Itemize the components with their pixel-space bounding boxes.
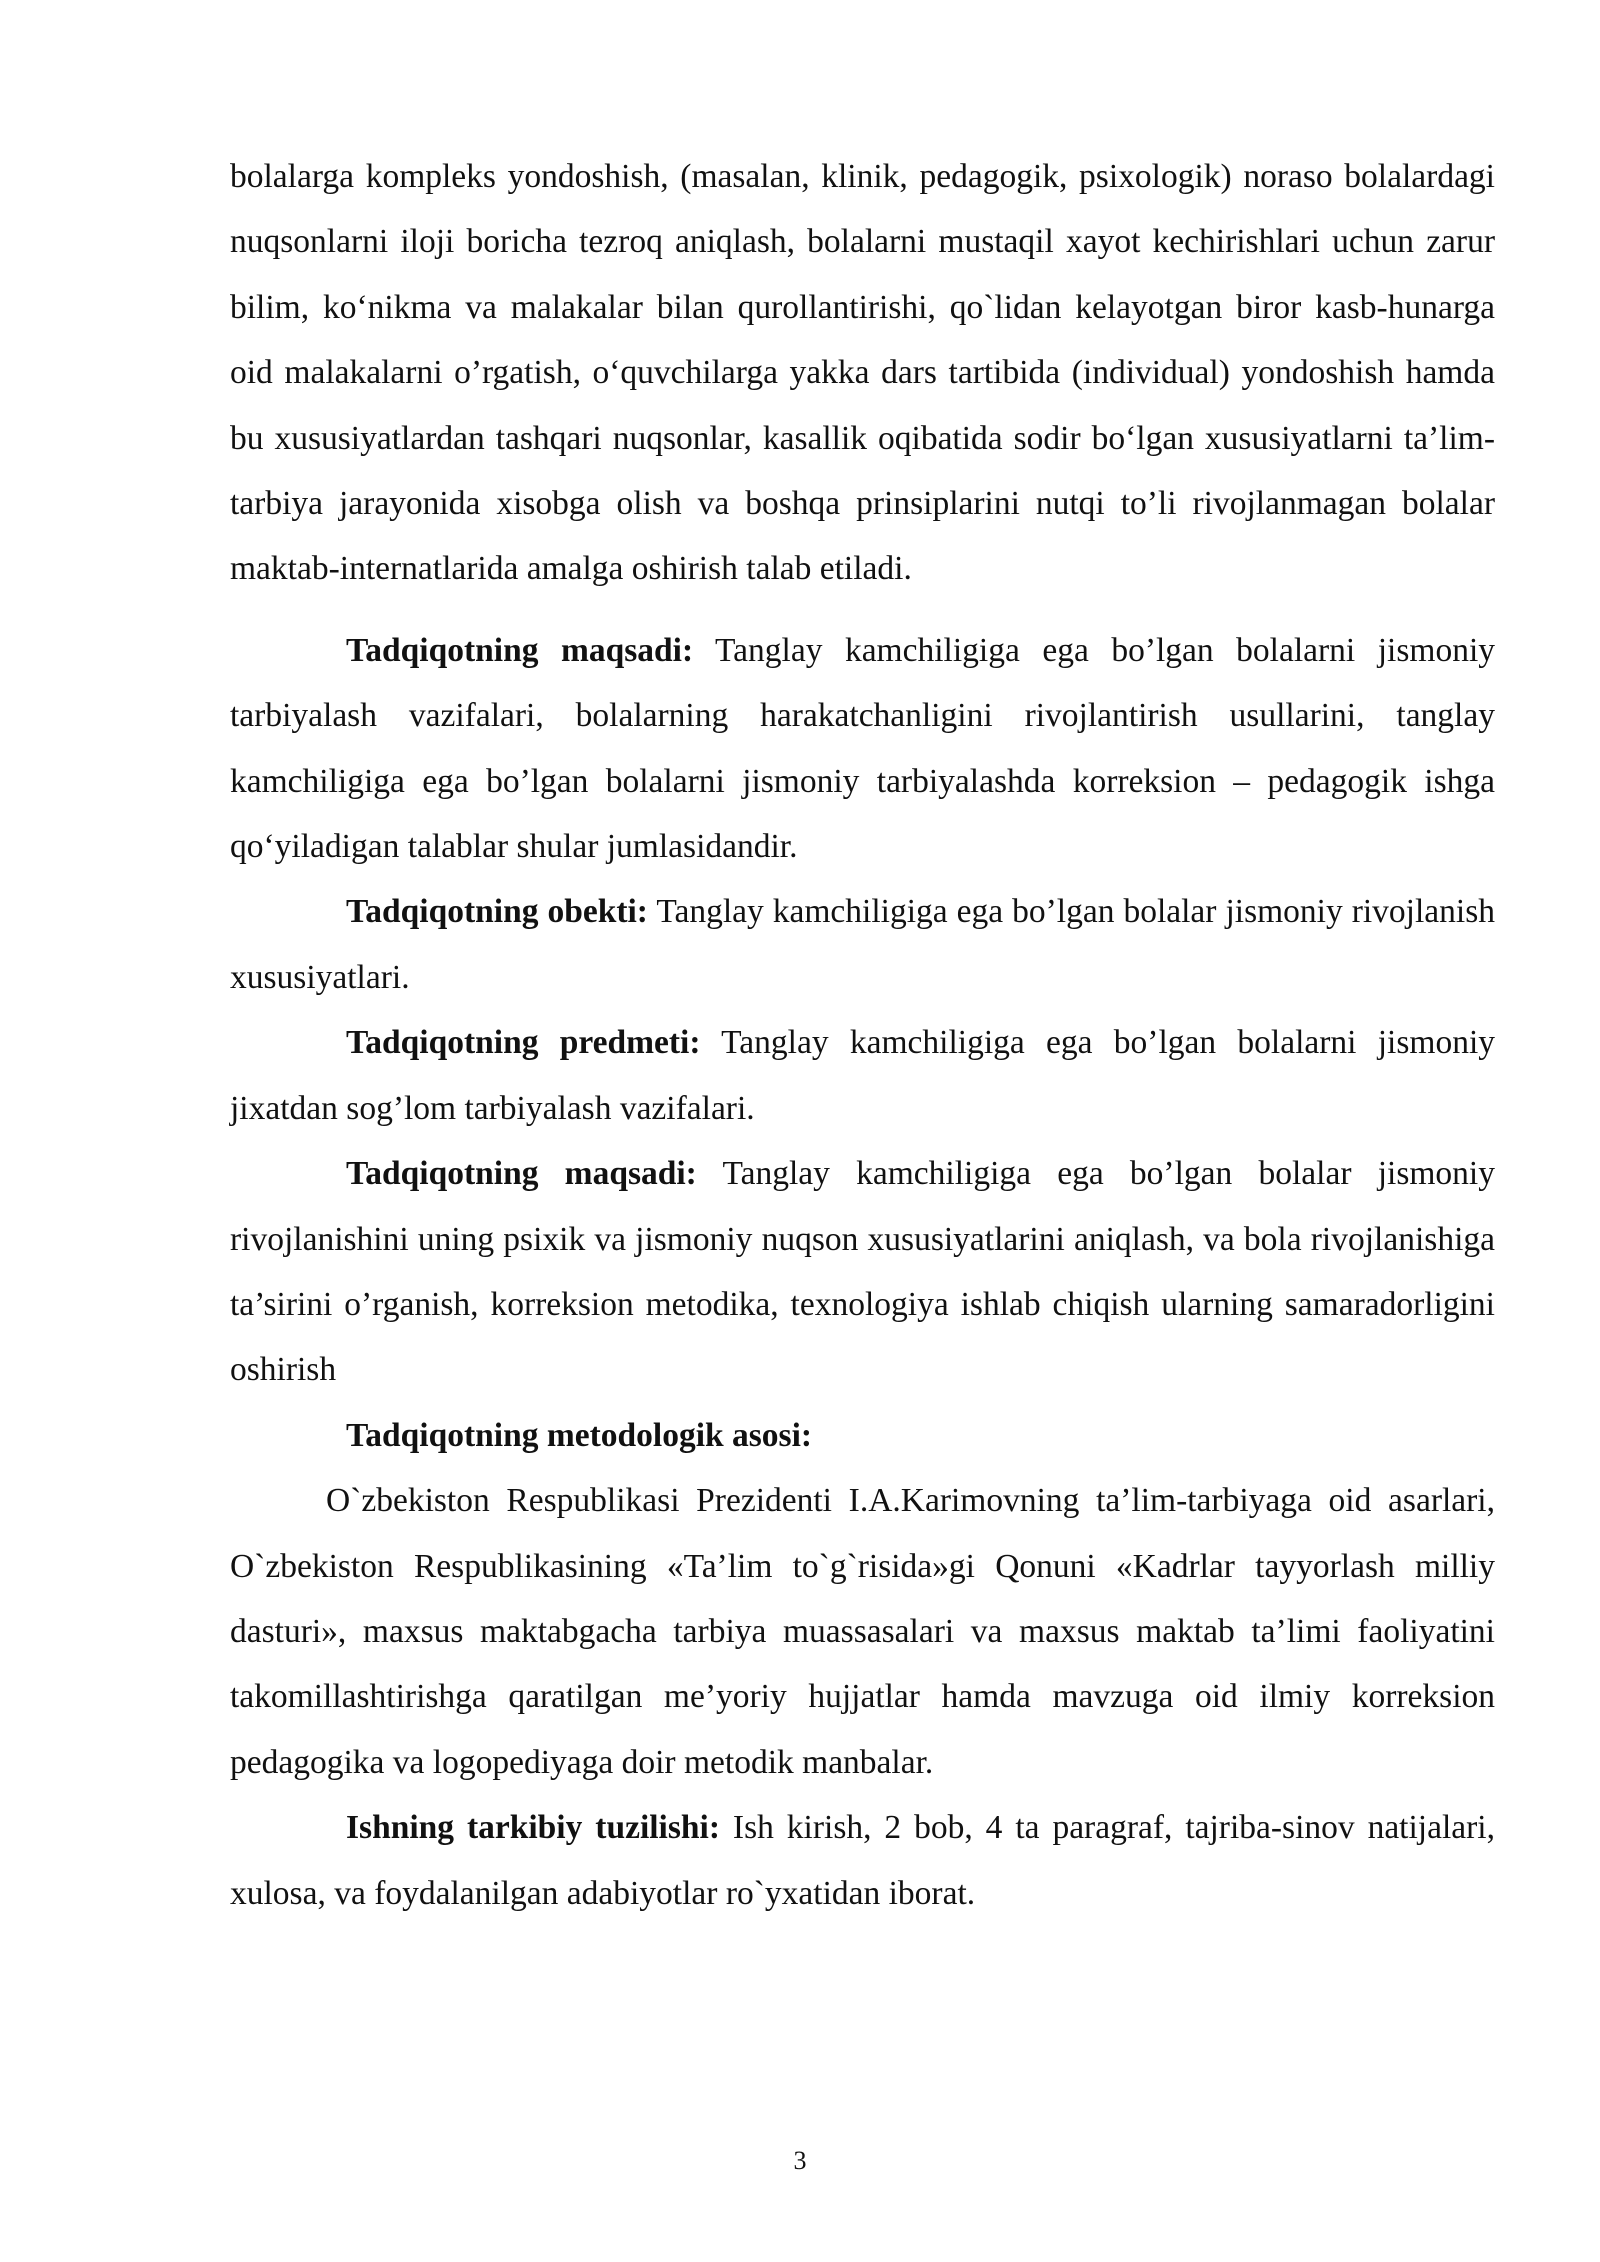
- paragraph-goal: [230, 618, 1495, 880]
- paragraph-heading: Tadqiqotning maqsadi:: [346, 1155, 697, 1193]
- paragraph-subject: [230, 1010, 1495, 1141]
- paragraph-text: Tanglay kamchiligiga ega bo’lgan bolalar jismoniy rivojlanish xususiyatlari.: [230, 893, 1496, 996]
- page-body: [230, 144, 1495, 1926]
- paragraph-goal-second: [230, 1141, 1495, 1403]
- paragraph-methodology: [230, 1468, 1495, 1795]
- paragraph-structure: [230, 1795, 1495, 1926]
- paragraph-heading: Tadqiqotning predmeti:: [346, 1024, 701, 1062]
- paragraph-object: [230, 879, 1495, 1010]
- paragraph-text: Tanglay kamchiligiga ega bo’lgan bolalarni jismoniy tarbiyalash vazifalari, bolalarning harakatchanligini rivojlantirish usullarini, tanglay kamchiligiga ega bo’lgan bolalarni jismoniy tarbiyalashda korreksion – pedagogik ishga qo‘yiladigan talablar shular jumlasidandir.: [230, 631, 1495, 866]
- paragraph-text: O`zbekiston Respublikasi Prezidenti I.A.Karimovning ta’lim-tarbiyaga oid asarlari, O`zbekiston Respublikasining «Ta’lim to`g`risida»gi Qonuni «Kadrlar tayyorlash milliy dasturi», maxsus maktabgacha tarbiya muassasalari va maxsus maktab ta’limi faoliyatini takomillashtirishga qaratilgan me’yoriy hujjatlar hamda mavzuga oid ilmiy korreksion pedagogika va logopediyaga doir metodik manbalar.: [230, 1482, 1495, 1781]
- paragraph-heading: Ishning tarkibiy tuzilishi:: [346, 1809, 720, 1847]
- paragraph-text: bolalarga kompleks yondoshish, (masalan, klinik, pedagogik, psixologik) noraso bolalardagi nuqsonlarni iloji boricha tezroq aniqlash, bolalarni mustaqil xayot kechirishlari uchun zarur bilim, ko‘nikma va malakalar bilan qurollantirishi, qo`lidan kelayotgan biror kasb-hunarga oid malakalarni o’rgatish, o‘quvchilarga yakka dars tartibida (individual) yondoshish hamda bu xususiyatlardan tashqari nuqsonlar, kasallik oqibatida sodir bo‘lgan xususiyatlarni ta’lim-tarbiya jarayonida xisobga olish va boshqa prinsiplarini nutqi to’li rivojlanmagan bolalar maktab-internatlarida amalga oshirish talab etiladi.: [230, 158, 1495, 588]
- paragraph-heading: Tadqiqotning maqsadi:: [346, 631, 694, 669]
- page-number: 3: [793, 2146, 807, 2175]
- paragraph-text: Tanglay kamchiligiga ega bo’lgan bolalarni jismoniy jixatdan sog’lom tarbiyalash vazifalari.: [230, 1024, 1496, 1127]
- paragraph-text: Tanglay kamchiligiga ega bo’lgan bolalar jismoniy rivojlanishini uning psixik va jismoniy nuqson xususiyatlarini aniqlash, va bola rivojlanishiga ta’sirini o’rganish, korreksion metodika, texnologiya ishlab chiqish ularning samaradorligini oshirish: [230, 1155, 1495, 1389]
- paragraph-intro: [230, 144, 1495, 602]
- paragraph-heading: Tadqiqotning obekti:: [346, 893, 648, 931]
- paragraph-heading: Tadqiqotning metodologik asosi:: [346, 1416, 813, 1454]
- paragraph-methodology-heading: [230, 1403, 1495, 1468]
- paragraph-text: Ish kirish, 2 bob, 4 ta paragraf, tajriba-sinov natijalari, xulosa, va foydalanilgan adabiyotlar ro`yxatidan iborat.: [230, 1809, 1495, 1912]
